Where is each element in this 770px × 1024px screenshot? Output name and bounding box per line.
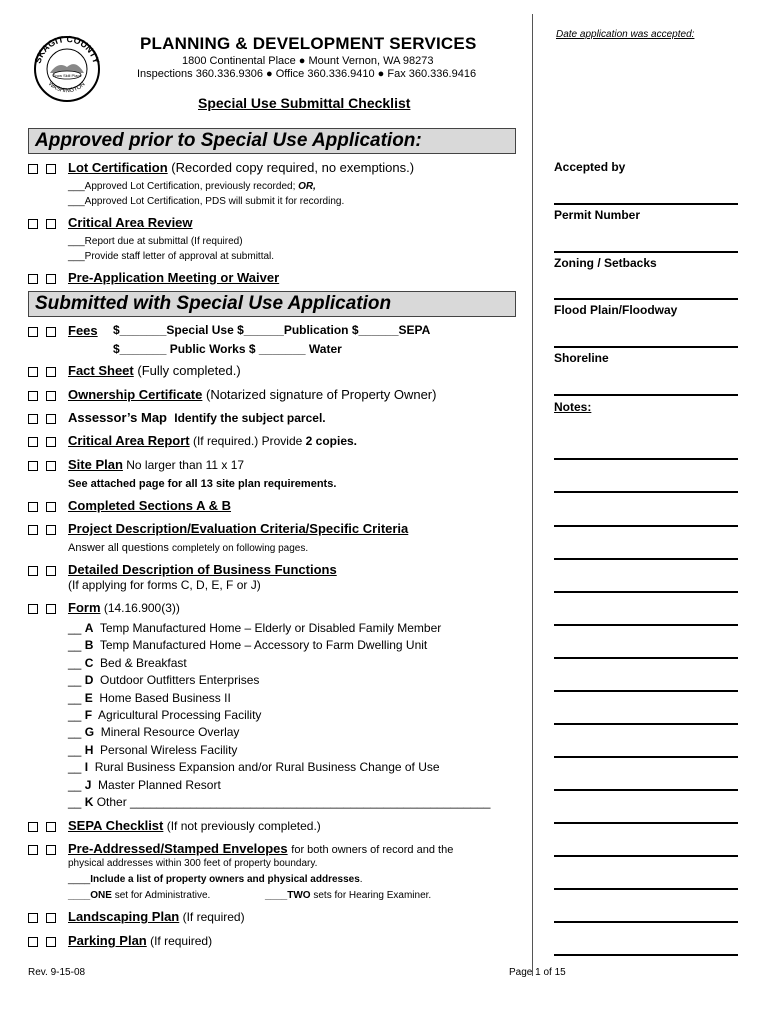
checkbox-lot-cert-1[interactable] — [28, 164, 38, 174]
checkbox-sepa-1[interactable] — [28, 822, 38, 832]
checkbox-landscaping-2[interactable] — [46, 913, 56, 923]
revision-label: Rev. 9-15-08 — [28, 967, 86, 978]
envelopes-sub1: physical addresses within 300 feet of property boundary. — [68, 858, 318, 869]
county-seal-logo — [28, 35, 106, 103]
notes-line[interactable] — [554, 921, 738, 923]
item-parking-plan: Parking Plan (If required) — [68, 933, 213, 948]
notes-line[interactable] — [554, 690, 738, 692]
notes-line[interactable] — [554, 591, 738, 593]
item-assessors-map: Assessor’s Map Identify the subject parcel. — [68, 410, 326, 425]
checkbox-envelopes-1[interactable] — [28, 845, 38, 855]
column-divider — [532, 14, 533, 976]
form-option[interactable]: __ C Bed & Breakfast — [68, 655, 187, 670]
business-sub: (If applying for forms C, D, E, F or J) — [68, 578, 261, 592]
form-option[interactable]: __ J Master Planned Resort — [68, 777, 221, 792]
department-title: PLANNING & DEVELOPMENT SERVICES — [140, 34, 477, 53]
item-sepa-checklist: SEPA Checklist (If not previously completed.) — [68, 818, 321, 833]
svg-text:WASHINGTON — [47, 81, 87, 94]
item-form: Form (14.16.900(3)) — [68, 600, 180, 615]
form-option[interactable]: __ G Mineral Resource Overlay — [68, 725, 240, 740]
item-fact-sheet: Fact Sheet (Fully completed.) — [68, 363, 241, 378]
page-number: Page 1 of 15 — [509, 967, 566, 978]
zoning-line[interactable] — [554, 298, 738, 300]
form-option[interactable]: __ F Agricultural Processing Facility — [68, 707, 262, 722]
flood-line[interactable] — [554, 346, 738, 348]
checkbox-parking-1[interactable] — [28, 937, 38, 947]
item-site-plan: Site Plan No larger than 11 x 17 — [68, 457, 245, 472]
permit-number-label: Permit Number — [554, 208, 641, 222]
form-options-list — [68, 621, 490, 812]
logo-bottom-text: WASHINGTON — [46, 80, 87, 95]
svg-text:SKAGIT COUNTY — [33, 35, 102, 65]
item-sections-ab: Completed Sections A & B — [68, 498, 232, 513]
checkbox-preapp-2[interactable] — [46, 274, 56, 284]
section-approved-prior: Approved prior to Special Use Application: — [28, 128, 516, 154]
checkbox-business-1[interactable] — [28, 566, 38, 576]
fees-line2: $_______ Public Works $ _______ Water — [113, 342, 342, 356]
checkbox-critical-review-1[interactable] — [28, 219, 38, 229]
form-option[interactable]: __ I Rural Business Expansion and/or Rural Business Change of Use — [68, 760, 440, 775]
checkbox-preapp-1[interactable] — [28, 274, 38, 284]
item-ownership-certificate: Ownership Certificate (Notarized signature of Property Owner) — [68, 387, 437, 402]
permit-number-line[interactable] — [554, 251, 738, 253]
notes-line[interactable] — [554, 657, 738, 659]
notes-line[interactable] — [554, 888, 738, 890]
shoreline-line[interactable] — [554, 394, 738, 396]
checkbox-sections-ab-1[interactable] — [28, 502, 38, 512]
project-desc-sub: Answer all questions completely on following pages. — [68, 542, 309, 554]
item-lot-certification: Lot Certification (Recorded copy required, no exemptions.) — [68, 160, 415, 175]
notes-line[interactable] — [554, 624, 738, 626]
notes-line[interactable] — [554, 789, 738, 791]
flood-plain-label: Flood Plain/Floodway — [554, 303, 678, 317]
section-submitted-with: Submitted with Special Use Application — [28, 291, 516, 317]
form-option[interactable]: __ H Personal Wireless Facility — [68, 742, 238, 757]
envelopes-sub3-two: ____TWO sets for Hearing Examiner. — [265, 890, 432, 901]
item-envelopes: Pre-Addressed/Stamped Envelopes for both owners of record and the — [68, 841, 454, 856]
checkbox-assessor-1[interactable] — [28, 414, 38, 424]
form-option[interactable]: __ A Temp Manufactured Home – Elderly or Disabled Family Member — [68, 621, 442, 635]
notes-line[interactable] — [554, 558, 738, 560]
accepted-by-label: Accepted by — [554, 160, 626, 174]
fees-line1: $_______Special Use $______Publication $______SEPA — [113, 323, 431, 337]
shoreline-label: Shoreline — [554, 351, 609, 365]
notes-label: Notes: — [554, 400, 592, 414]
logo-center-text: Grow Skill Place — [52, 73, 82, 78]
item-fees: Fees — [68, 323, 98, 338]
item-project-description: Project Description/Evaluation Criteria/Specific Criteria — [68, 521, 409, 536]
item-business-functions: Detailed Description of Business Functions — [68, 562, 337, 577]
logo-top-text: SKAGIT COUNTY — [32, 35, 102, 65]
item-preapp-meeting: Pre-Application Meeting or Waiver — [68, 270, 280, 285]
form-option[interactable]: __ K Other ______________________________________________________ — [68, 794, 491, 809]
checkbox-envelopes-2[interactable] — [46, 845, 56, 855]
lot-cert-label: Lot Certification — [68, 160, 168, 175]
lot-cert-sub2: ___Approved Lot Certification, PDS will submit it for recording. — [68, 196, 345, 207]
accepted-by-line[interactable] — [554, 203, 738, 205]
item-critical-area-report: Critical Area Report (If required.) Provide 2 copies. — [68, 433, 358, 448]
checkbox-assessor-2[interactable] — [46, 414, 56, 424]
notes-line[interactable] — [554, 458, 738, 460]
item-critical-area-review: Critical Area Review — [68, 215, 193, 230]
checkbox-sepa-2[interactable] — [46, 822, 56, 832]
form-option[interactable]: __ B Temp Manufactured Home – Accessory to Farm Dwelling Unit — [68, 638, 428, 653]
checkbox-parking-2[interactable] — [46, 937, 56, 947]
checkbox-form-1[interactable] — [28, 604, 38, 614]
envelopes-sub3: ____ONE set for Administrative. — [68, 890, 211, 901]
critical-review-sub2: ___Provide staff letter of approval at submittal. — [68, 251, 275, 262]
zoning-setbacks-label: Zoning / Setbacks — [554, 256, 657, 270]
document-title: Special Use Submittal Checklist — [198, 95, 411, 111]
form-option[interactable]: __ E Home Based Business II — [68, 690, 231, 705]
checkbox-ownership-2[interactable] — [46, 391, 56, 401]
checkbox-landscaping-1[interactable] — [28, 913, 38, 923]
checkbox-form-2[interactable] — [46, 604, 56, 614]
notes-line[interactable] — [554, 491, 738, 493]
notes-line[interactable] — [554, 855, 738, 857]
lot-cert-sub1: ___Approved Lot Certification, previously recorded; OR, — [68, 181, 316, 192]
notes-line[interactable] — [554, 723, 738, 725]
notes-line[interactable] — [554, 954, 738, 956]
checkbox-critical-report-1[interactable] — [28, 437, 38, 447]
checkbox-site-plan-1[interactable] — [28, 461, 38, 471]
notes-line[interactable] — [554, 525, 738, 527]
notes-line[interactable] — [554, 756, 738, 758]
notes-line[interactable] — [554, 822, 738, 824]
checkbox-fees-2[interactable] — [46, 327, 56, 337]
checkbox-project-desc-2[interactable] — [46, 525, 56, 535]
site-plan-sub: See attached page for all 13 site plan requirements. — [68, 478, 337, 490]
date-accepted-label: Date application was accepted: — [556, 29, 695, 40]
form-option[interactable]: __ D Outdoor Outfitters Enterprises — [68, 673, 260, 688]
checkbox-sections-ab-2[interactable] — [46, 502, 56, 512]
checkbox-critical-report-2[interactable] — [46, 437, 56, 447]
checkbox-critical-review-2[interactable] — [46, 219, 56, 229]
checkbox-fact-sheet-2[interactable] — [46, 367, 56, 377]
checkbox-lot-cert-2[interactable] — [46, 164, 56, 174]
checkbox-fees-1[interactable] — [28, 327, 38, 337]
checkbox-business-2[interactable] — [46, 566, 56, 576]
item-landscaping-plan: Landscaping Plan (If required) — [68, 909, 245, 924]
critical-review-sub1: ___Report due at submittal (If required) — [68, 236, 243, 247]
department-phones: Inspections 360.336.9306 ● Office 360.336.9410 ● Fax 360.336.9416 — [137, 68, 477, 80]
checkbox-ownership-1[interactable] — [28, 391, 38, 401]
department-address: 1800 Continental Place ● Mount Vernon, WA 98273 — [182, 55, 434, 67]
envelopes-sub2: ____Include a list of property owners and physical addresses. — [68, 874, 363, 885]
checkbox-fact-sheet-1[interactable] — [28, 367, 38, 377]
checkbox-project-desc-1[interactable] — [28, 525, 38, 535]
checkbox-site-plan-2[interactable] — [46, 461, 56, 471]
